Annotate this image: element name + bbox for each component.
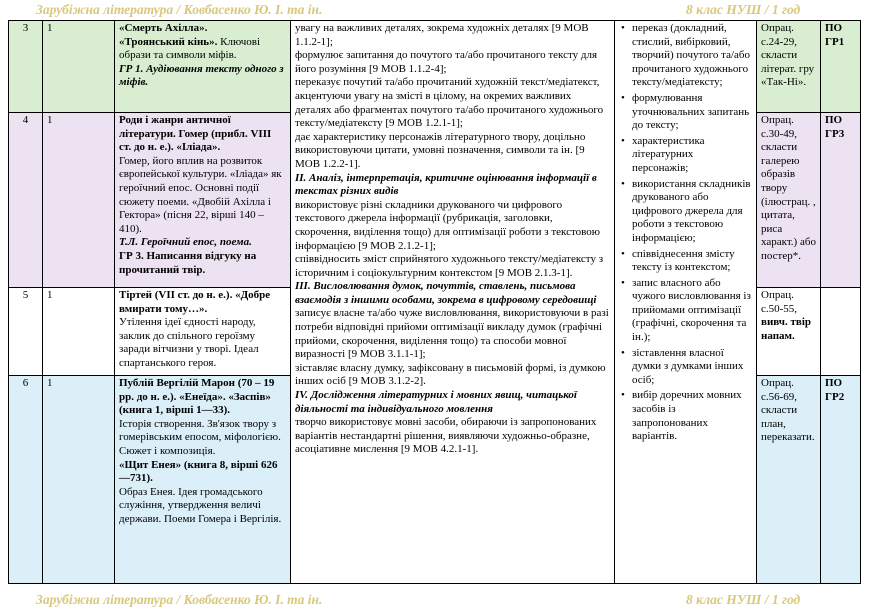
results-item: творчо використовує мовні засоби, обираючи із запропонованих варіантів нестандартні рішення, виявляючи художньо-образне, асоціативне мислення [9 МОВ 4.2.1-1]. <box>295 416 597 456</box>
topic-line: Роди і жанри античної літератури. Гомер (прибл. VIII ст. до н. е.). «Іліада». <box>119 114 272 154</box>
topic-line: ГР 1. Аудіювання тексту одного з міфів. <box>119 62 284 89</box>
results-section-heading: ІІ. Аналіз, інтерпретація, критичне оцінювання інформації в текстах різних видів <box>295 171 597 198</box>
competency-item: • зіставлення власної думки з думками інших осіб; <box>619 347 752 388</box>
competency-item: • характеристика літературних персонажів; <box>619 135 752 176</box>
footer-right: 8 клас НУШ / 1 год <box>686 592 801 607</box>
lesson-number: 6 <box>9 376 43 584</box>
competency-item: • співвіднесення змісту тексту із контекстом; <box>619 248 752 275</box>
results-item: використовує різні складники друкованого чи цифрового текстового джерела інформації (рубрикація, заголовки, скорочення, виділення тощо) для оптимізації роботи з текстовою інформацією [9 МОВ 2.1.2-1]; <box>295 198 600 252</box>
homework: Опрац. с.30-49, скласти галерею образів твору (ілюстрац. , цитата, риса характ.) або постер*. <box>757 113 821 288</box>
topic-line: Утілення ідеї єдності народу, заклик до спільного героїзму заради вітчизни у творі. Ідеал спартанського героя. <box>119 316 259 369</box>
results-item: дає характеристику персонажів літературного твору, доцільно використовуючи цитати, умовні позначення, символи та ін. [9 МОВ 1.2.2-1]. <box>295 130 586 170</box>
lesson-number: 3 <box>9 21 43 113</box>
topic-line: Гомер, його вплив на розвиток європейської культури. «Іліада» як героїчний епос. Основні події сюжету поеми. «Двобій Ахілла і Гектора» (пісня 22, вірші 140 – 410). <box>119 154 282 235</box>
topic-line: «Щит Енея» (книга 8, вірші 626—731). <box>119 458 278 485</box>
results-section-heading: ІІІ. Висловлювання думок, почуттів, ставлень, письмова взаємодія з іншими особами, зокрема в цифровому середовищі <box>295 280 597 306</box>
header-right: 8 клас НУШ / 1 год <box>686 2 801 17</box>
lesson-topic <box>115 376 291 584</box>
page-header <box>0 0 870 20</box>
lesson-topic <box>115 113 291 288</box>
results-item: переказує почутий та/або прочитаний художній текст/медіатекст, акцентуючи увагу на змісті в цілому, на окремих важливих деталях або фрагментах почутого та/або прочитаного художнього тексту/медіатексту [9 МОВ 1.2.1-1]; <box>295 76 604 130</box>
results-item: формулює запитання до почутого та/або прочитаного тексту для його розуміння [9 МОВ 1.1.2-4]; <box>295 49 598 75</box>
lesson-hours: 1 <box>43 113 115 288</box>
topic-line: «Смерть Ахілла». <box>119 22 208 34</box>
competency-item: • формулювання уточнювальних запитань до тексту; <box>619 92 752 133</box>
topic-line: Публій Вергілій Марон (70 – 19 рр. до н. е.). «Енеїда». «Заспів» (книга 1, вірші 1—33). <box>119 377 275 417</box>
group-code <box>821 288 861 376</box>
lesson-plan-table <box>8 20 861 584</box>
homework: Опрац. с.50-55, вивч. твір напам. <box>757 288 821 376</box>
expected-results <box>291 21 615 584</box>
lesson-number: 4 <box>9 113 43 288</box>
results-section-heading: IV. Дослідження літературних і мовних явищ, читацької діяльності та індивідуального мовлення <box>295 389 577 415</box>
table-row <box>9 21 861 113</box>
topic-line: ГР 3. Написання відгуку на прочитаний твір. <box>119 249 257 276</box>
group-code: ПО ГР1 <box>821 21 861 113</box>
header-left: Зарубіжна література / Ковбасенко Ю. І. та ін. <box>36 2 323 17</box>
topic-line: Історія створення. Зв'язок твору з гомерівським епосом, міфологією. Сюжет і композиція. <box>119 417 281 457</box>
results-item: увагу на важливих деталях, зокрема художніх деталях [9 МОВ 1.1.2-1]; <box>295 22 589 48</box>
competency-item: • переказ (докладний, стислий, вибірковий, творчий) почутого та/або прочитаного художнього тексту/медіатексту; <box>619 22 752 90</box>
lesson-topic <box>115 21 291 113</box>
topic-line: Образ Енея. Ідея громадського служіння, утвердження величі держави. Поеми Гомера і Вергілія. <box>119 485 282 525</box>
page-footer <box>0 590 870 610</box>
topic-line: Т.Л. Героїчний епос, поема. <box>119 236 252 249</box>
results-item: записує власне та/або чуже висловлювання, використовуючи в разі потреби відповідні прийоми оптимізації викладу думок (графічні прийоми, скорочення, виділення тощо) та способи мовної виразності [9 МОВ 3.1.1-1]; <box>295 307 609 361</box>
homework: Опрац. с.56-69, скласти план, переказати. <box>757 376 821 584</box>
lesson-number: 5 <box>9 288 43 376</box>
competency-item: • запис власного або чужого висловлювання із прийомами оптимізації (графічні, скорочення та ін.); <box>619 277 752 345</box>
footer-left: Зарубіжна література / Ковбасенко Ю. І. та ін. <box>36 592 323 607</box>
lesson-topic <box>115 288 291 376</box>
results-item: співвідносить зміст сприйнятого художнього тексту/медіатексту з історичним і соціокультурним контекстом [9 МОВ 2.1.3-1]. <box>295 253 604 279</box>
lesson-hours: 1 <box>43 376 115 584</box>
group-code: ПО ГР3 <box>821 113 861 288</box>
topic-line: «Троянський кінь». Ключові образи та символи міфів. <box>119 35 261 62</box>
homework: Опрац. с.24-29, скласти літерат. гру «Так-Ні». <box>757 21 821 113</box>
lesson-hours: 1 <box>43 288 115 376</box>
lesson-hours: 1 <box>43 21 115 113</box>
competency-item: • вибір доречних мовних засобів із запропонованих варіантів. <box>619 389 752 443</box>
results-item: зіставляє власну думку, зафіксовану в письмовій формі, із думкою інших осіб [9 МОВ 3.1.2-2]. <box>295 361 606 388</box>
competencies <box>615 21 757 584</box>
competency-item: • використання складників друкованого або цифрового джерела для роботи з текстовою інформацією; <box>619 178 752 246</box>
topic-line: Тіртей (VII ст. до н. е.). «Добре вмирати тому…». <box>119 289 271 315</box>
group-code: ПО ГР2 <box>821 376 861 584</box>
